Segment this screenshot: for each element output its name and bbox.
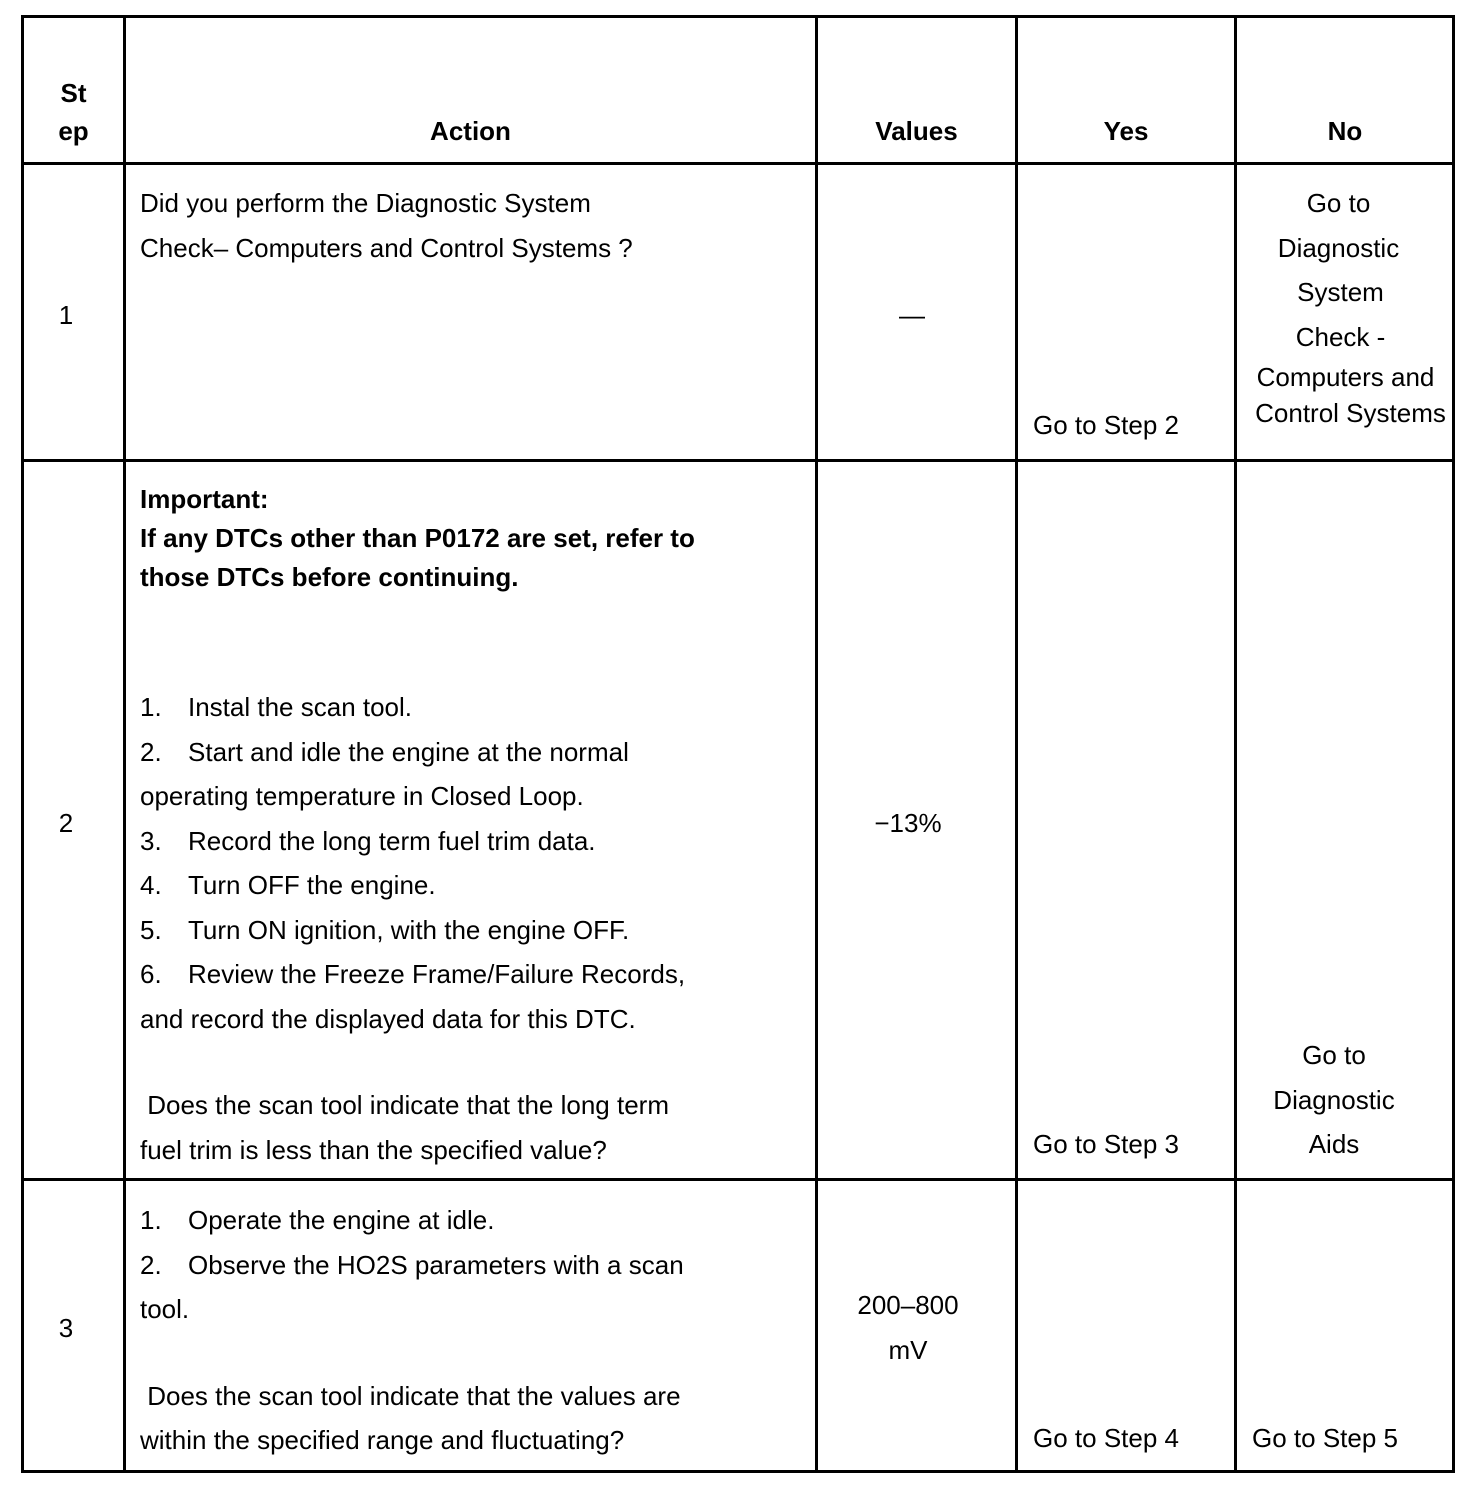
no-line: Go to	[1306, 188, 1371, 218]
no-line: Computers and	[1256, 362, 1435, 392]
spacer	[140, 597, 810, 685]
col-divider	[815, 18, 818, 1470]
row2-yes: Go to Step 3	[1033, 1129, 1179, 1159]
row2-step: 2	[58, 808, 74, 838]
header-yes: Yes	[1103, 116, 1149, 146]
col-divider	[1015, 18, 1018, 1470]
step-text: Operate the engine at idle.	[188, 1205, 495, 1235]
step-text: Turn ON ignition, with the engine OFF.	[188, 914, 630, 945]
step-text: Review the Freeze Frame/Failure Records,	[188, 959, 686, 989]
important-label: Important:	[140, 484, 269, 514]
step-number: 4.	[140, 870, 162, 900]
step-number: 3.	[140, 825, 162, 856]
step-number: 1.	[140, 692, 162, 722]
action-step-continuation: operating temperature in Closed Loop.	[140, 781, 584, 811]
no-line: System	[1297, 277, 1384, 307]
step-number: 2.	[140, 1249, 162, 1280]
row3-action	[140, 1198, 810, 1463]
action-step-item	[140, 1198, 810, 1243]
row-divider	[24, 1178, 1452, 1181]
spacer	[140, 1332, 810, 1374]
header-no: No	[1327, 116, 1363, 146]
question-line: within the specified range and fluctuating?	[140, 1425, 625, 1455]
step-number: 2.	[140, 736, 162, 767]
header-step	[24, 74, 123, 150]
no-line: Aids	[1308, 1129, 1360, 1159]
row3-no: Go to Step 5	[1252, 1423, 1398, 1453]
value-line: mV	[888, 1334, 928, 1365]
row-divider	[24, 162, 1452, 165]
question-line: Does the scan tool indicate that the values are	[140, 1380, 681, 1411]
col-divider	[123, 18, 126, 1470]
header-step-line: St	[60, 78, 87, 108]
no-line: Go to	[1302, 1040, 1366, 1070]
no-line: Control Systems	[1255, 398, 1446, 428]
step-text: Observe the HO2S parameters with a scan	[188, 1249, 684, 1280]
action-line: Check– Computers and Control Systems ?	[140, 232, 633, 263]
row1-step: 1	[58, 300, 74, 330]
question-line: Does the scan tool indicate that the long term	[140, 1090, 669, 1120]
row1-no	[1237, 181, 1458, 431]
row2-no	[1237, 1033, 1431, 1167]
row3-value	[818, 1283, 998, 1372]
important-text: If any DTCs other than P0172 are set, refer to	[140, 523, 695, 553]
step-text: Start and idle the engine at the normal	[188, 736, 629, 767]
row2-action	[140, 480, 810, 1172]
important-text: those DTCs before continuing.	[140, 562, 519, 592]
row-divider	[24, 459, 1452, 462]
row1-action	[140, 181, 810, 270]
header-action: Action	[430, 116, 511, 146]
action-line: Did you perform the Diagnostic System	[140, 188, 591, 218]
row2-value: −13%	[874, 808, 942, 838]
step-text: Instal the scan tool.	[188, 692, 413, 722]
step-number: 1.	[140, 1205, 162, 1235]
no-line: Diagnostic	[1277, 232, 1400, 263]
step-number: 5.	[140, 914, 162, 945]
action-step-item	[140, 908, 810, 953]
no-line: Diagnostic	[1273, 1084, 1395, 1115]
action-step-item	[140, 685, 810, 730]
action-step-item	[140, 863, 810, 908]
step-text: Turn OFF the engine.	[188, 870, 436, 900]
action-step-continuation: and record the displayed data for this DTC.	[140, 1003, 636, 1034]
action-step-continuation: tool.	[140, 1294, 190, 1324]
action-step-item	[140, 952, 810, 997]
no-line: Check -	[1295, 321, 1386, 352]
row3-step: 3	[58, 1313, 74, 1343]
row1-value: —	[899, 300, 925, 330]
diagnostic-table	[21, 15, 1455, 1473]
row1-yes: Go to Step 2	[1033, 410, 1179, 440]
row3-yes: Go to Step 4	[1033, 1423, 1179, 1453]
action-step-item	[140, 730, 810, 775]
step-text: Record the long term fuel trim data.	[188, 825, 596, 856]
action-step-item	[140, 1243, 810, 1288]
value-line: 200–800	[857, 1290, 959, 1320]
spacer	[140, 1041, 810, 1083]
question-line: fuel trim is less than the specified value?	[140, 1134, 607, 1165]
header-step-line: ep	[58, 116, 89, 146]
action-step-item	[140, 819, 810, 864]
header-values: Values	[875, 116, 958, 146]
step-number: 6.	[140, 959, 162, 989]
